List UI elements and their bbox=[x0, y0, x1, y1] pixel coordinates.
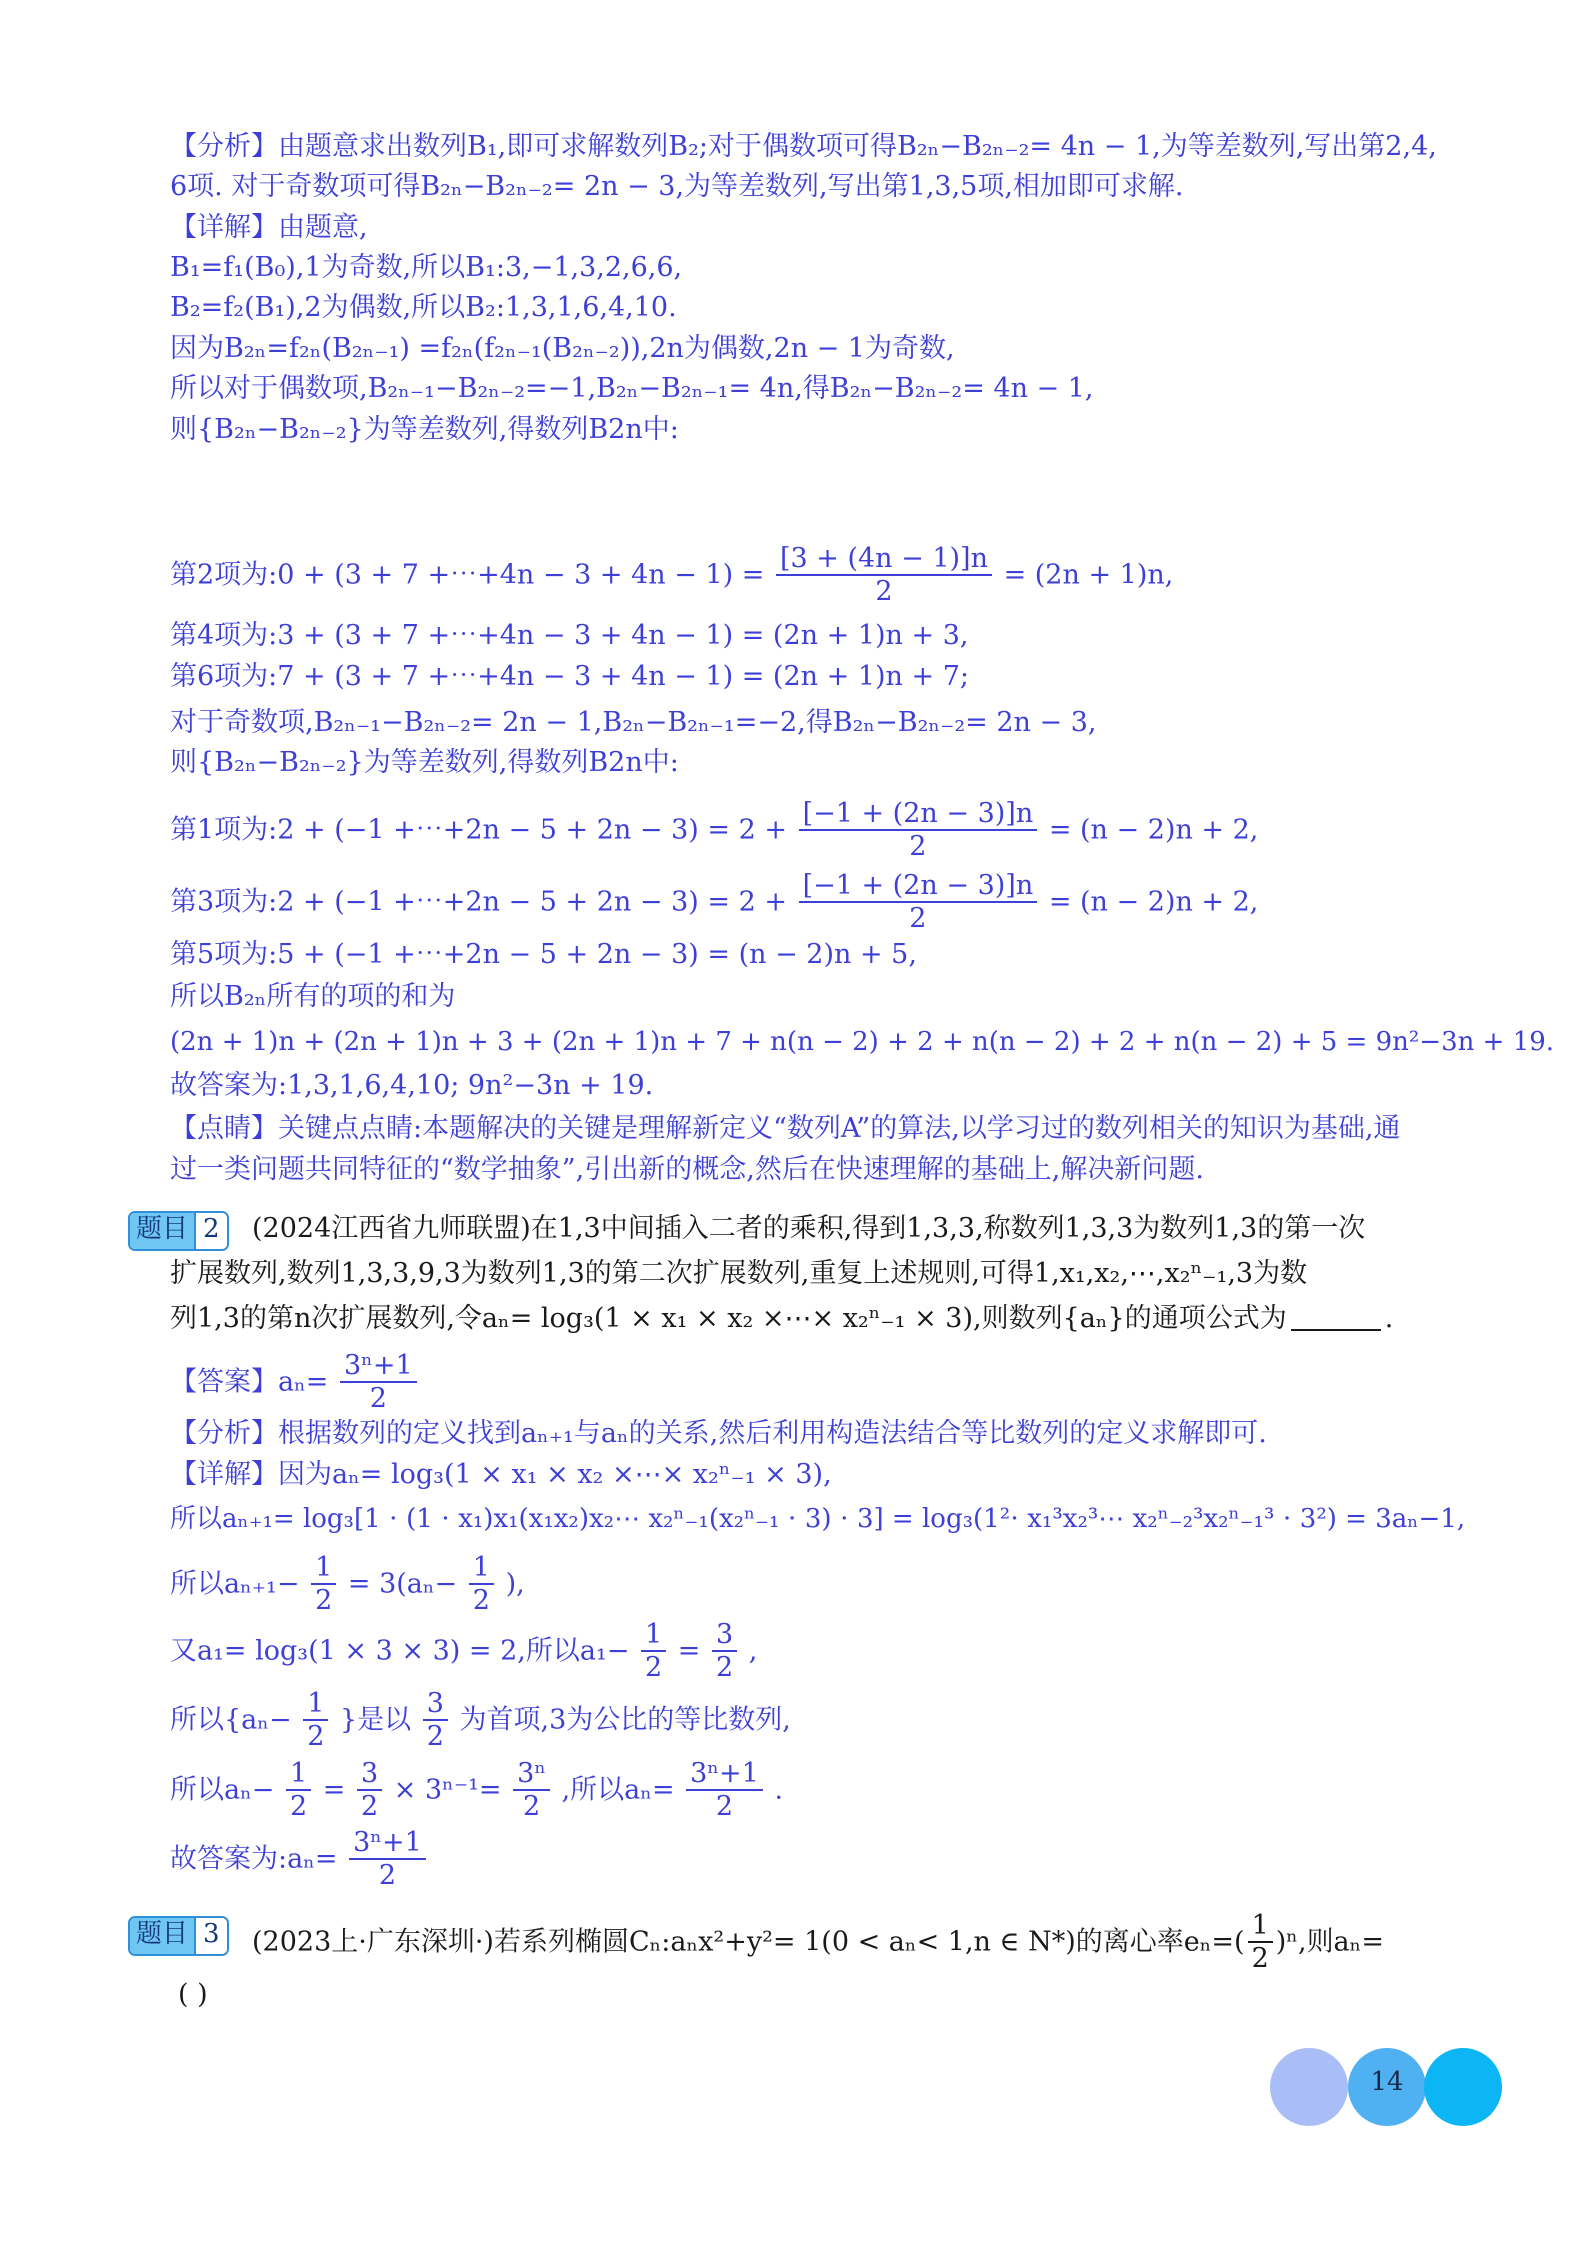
numerator: 1 bbox=[311, 1554, 336, 1585]
expr-text: }是以 bbox=[339, 1704, 412, 1736]
denominator: 2 bbox=[361, 1791, 379, 1823]
denominator: 2 bbox=[315, 1585, 333, 1617]
numerator: 3ⁿ+1 bbox=[349, 1829, 426, 1860]
numerator: 3ⁿ bbox=[513, 1760, 550, 1791]
numerator: [3 + (4n − 1)]n bbox=[776, 545, 992, 576]
denominator: 2 bbox=[290, 1791, 308, 1823]
expr-text: 所以aₙ− bbox=[170, 1774, 275, 1806]
denominator: 2 bbox=[426, 1721, 444, 1753]
answer-line: 故答案为:1,3,1,6,4,10; 9n²−3n + 19. bbox=[170, 1070, 654, 1101]
analysis-line-1: 【分析】由题意求出数列B₁,即可求解数列B₂;对于偶数项可得B₂ₙ−B₂ₙ₋₂= 4n − 1,为等差数列,写出第2,4, bbox=[170, 131, 1437, 162]
numerator: 3 bbox=[423, 1690, 448, 1721]
denominator: 2 bbox=[369, 1383, 387, 1415]
denominator: 2 bbox=[522, 1791, 541, 1823]
fraction bbox=[1248, 1912, 1273, 1974]
question-badge-3 bbox=[128, 1916, 229, 1956]
answer-line bbox=[170, 1352, 420, 1414]
denominator: 2 bbox=[875, 576, 893, 608]
fraction bbox=[423, 1690, 448, 1752]
page-number: 14 bbox=[1370, 2067, 1404, 2097]
expr-text: ,所以aₙ= bbox=[561, 1774, 675, 1806]
solution-line bbox=[170, 872, 1258, 934]
solution-line: 则{B₂ₙ−B₂ₙ₋₂}为等差数列,得数列B2n中: bbox=[170, 747, 679, 778]
answer-label: 【答案】aₙ= bbox=[170, 1366, 329, 1398]
numerator: [−1 + (2n − 3)]n bbox=[799, 800, 1038, 831]
solution-line: 所以B₂ₙ所有的项的和为 bbox=[170, 981, 456, 1012]
numerator: 3 bbox=[357, 1760, 382, 1791]
expr-text: 所以{aₙ− bbox=[170, 1704, 292, 1736]
fraction bbox=[349, 1829, 426, 1891]
numerator: 3 bbox=[712, 1621, 737, 1652]
expr-text: 第2项为:0 + (3 + 7 +⋯+4n − 3 + 4n − 1) = bbox=[170, 559, 765, 591]
denominator: 2 bbox=[909, 903, 927, 935]
denominator: 2 bbox=[716, 1652, 734, 1684]
question-text: 列1,3的第n次扩展数列,令aₙ= log₃(1 × x₁ × x₂ ×⋯× x₂ⁿ₋₁ × 3),则数列{aₙ}的通项公式为 bbox=[170, 1303, 1287, 1334]
numerator: 1 bbox=[1248, 1912, 1273, 1943]
expr-text: = bbox=[322, 1774, 346, 1806]
question-3-line-1 bbox=[252, 1912, 1384, 1974]
fraction bbox=[776, 545, 992, 607]
question-2-line-3 bbox=[170, 1299, 1393, 1339]
fraction bbox=[357, 1760, 382, 1822]
solution-line: 所以对于偶数项,B₂ₙ₋₁−B₂ₙ₋₂=−1,B₂ₙ−B₂ₙ₋₁= 4n,得B₂ₙ−B₂ₙ₋₂= 4n − 1, bbox=[170, 373, 1094, 404]
question-text: (2023上·广东深圳·)若系列椭圆Cₙ:aₙx²+y²= 1(0 < aₙ< 1,n ∈ N*)的离心率eₙ= bbox=[252, 1926, 1235, 1958]
expr-text: = (n − 2)n + 2, bbox=[1048, 814, 1259, 846]
page-circle-decoration bbox=[1424, 2048, 1502, 2126]
expr-text: , bbox=[748, 1635, 758, 1667]
question-text: . bbox=[1384, 1303, 1394, 1334]
expr-text: 所以aₙ₊₁− bbox=[170, 1568, 300, 1600]
question-badge-2 bbox=[128, 1211, 229, 1251]
analysis-line: 【分析】根据数列的定义找到aₙ₊₁与aₙ的关系,然后利用构造法结合等比数列的定义求解即可. bbox=[170, 1418, 1267, 1449]
solution-line bbox=[170, 545, 1173, 607]
numerator: 3ⁿ+1 bbox=[340, 1352, 417, 1383]
answer-blank bbox=[1291, 1328, 1381, 1331]
expr-text: = bbox=[677, 1635, 701, 1667]
solution-line bbox=[170, 1690, 791, 1752]
denominator: 2 bbox=[645, 1652, 663, 1684]
question-text: )ⁿ,则aₙ= bbox=[1275, 1926, 1384, 1958]
fraction bbox=[286, 1760, 311, 1822]
question-2-line-1: (2024江西省九师联盟)在1,3中间插入二者的乘积,得到1,3,3,称数列1,3,3为数列1,3的第一次 bbox=[252, 1213, 1366, 1244]
solution-line: 第5项为:5 + (−1 +⋯+2n − 5 + 2n − 3) = (n − 2)n + 5, bbox=[170, 939, 917, 970]
expr-text: = (2n + 1)n, bbox=[1003, 559, 1174, 591]
expr-text: 为首项,3为公比的等比数列, bbox=[459, 1704, 791, 1736]
solution-line bbox=[170, 1554, 525, 1616]
expr-text: 第1项为:2 + (−1 +⋯+2n − 5 + 2n − 3) = 2 + bbox=[170, 814, 787, 846]
detail-line: 【详解】因为aₙ= log₃(1 × x₁ × x₂ ×⋯× x₂ⁿ₋₁ × 3), bbox=[170, 1459, 832, 1490]
numerator: 1 bbox=[469, 1554, 494, 1585]
solution-line: (2n + 1)n + (2n + 1)n + 3 + (2n + 1)n + 7 + n(n − 2) + 2 + n(n − 2) + 2 + n(n − 2) + 5 = 9n²−3n + 19. bbox=[170, 1027, 1555, 1057]
badge-number: 2 bbox=[194, 1213, 227, 1249]
expr-text: . bbox=[774, 1774, 784, 1806]
fraction bbox=[469, 1554, 494, 1616]
question-text: ( bbox=[1234, 1926, 1245, 1958]
solution-line bbox=[170, 1621, 757, 1683]
expr-text: × 3ⁿ⁻¹= bbox=[393, 1774, 502, 1806]
detail-heading: 【详解】由题意, bbox=[170, 212, 368, 243]
denominator: 2 bbox=[715, 1791, 734, 1823]
solution-line: 因为B₂ₙ=f₂ₙ(B₂ₙ₋₁) =f₂ₙ(f₂ₙ₋₁(B₂ₙ₋₂)),2n为偶数,2n − 1为奇数, bbox=[170, 333, 955, 364]
denominator: 2 bbox=[307, 1721, 325, 1753]
fraction bbox=[641, 1621, 666, 1683]
denominator: 2 bbox=[378, 1860, 397, 1892]
page-circle-decoration bbox=[1270, 2048, 1348, 2126]
expr-text: = (n − 2)n + 2, bbox=[1048, 886, 1259, 918]
solution-line: B₁=f₁(B₀),1为奇数,所以B₁:3,−1,3,2,6,6, bbox=[170, 252, 683, 283]
solution-line: 第6项为:7 + (3 + 7 +⋯+4n − 3 + 4n − 1) = (2n + 1)n + 7; bbox=[170, 661, 969, 692]
fraction bbox=[799, 800, 1038, 862]
key-point-line-1: 【点睛】关键点点睛:本题解决的关键是理解新定义“数列A”的算法,以学习过的数列相关的知识为基础,通 bbox=[170, 1113, 1401, 1144]
badge-label: 题目 bbox=[130, 1918, 194, 1954]
numerator: 1 bbox=[303, 1690, 328, 1721]
numerator: 1 bbox=[641, 1621, 666, 1652]
badge-label: 题目 bbox=[130, 1213, 194, 1249]
expr-text: ), bbox=[505, 1568, 525, 1600]
fraction bbox=[712, 1621, 737, 1683]
expr-text: 第3项为:2 + (−1 +⋯+2n − 5 + 2n − 3) = 2 + bbox=[170, 886, 787, 918]
solution-line bbox=[170, 1760, 783, 1822]
fraction bbox=[340, 1352, 417, 1414]
fraction bbox=[513, 1760, 550, 1822]
denominator: 2 bbox=[1251, 1943, 1269, 1975]
solution-line: B₂=f₂(B₁),2为偶数,所以B₂:1,3,1,6,4,10. bbox=[170, 292, 677, 323]
key-point-line-2: 过一类问题共同特征的“数学抽象”,引出新的概念,然后在快速理解的基础上,解决新问题. bbox=[170, 1154, 1204, 1185]
expr-text: = 3(aₙ− bbox=[347, 1568, 458, 1600]
numerator: [−1 + (2n − 3)]n bbox=[799, 872, 1038, 903]
question-2-line-2: 扩展数列,数列1,3,3,9,3为数列1,3的第二次扩展数列,重复上述规则,可得1,x₁,x₂,⋯,x₂ⁿ₋₁,3为数 bbox=[170, 1258, 1308, 1289]
badge-number: 3 bbox=[194, 1918, 227, 1954]
solution-line: 所以aₙ₊₁= log₃[1 ⋅ (1 ⋅ x₁)x₁(x₁x₂)x₂⋯ x₂ⁿ₋₁(x₂ⁿ₋₁ ⋅ 3) ⋅ 3] = log₃(1²⋅ x₁³x₂³⋯ x₂ⁿ₋₂³x₂ⁿ₋₁³ ⋅ 3²) = 3aₙ−1, bbox=[170, 1504, 1466, 1534]
fraction bbox=[303, 1690, 328, 1752]
numerator: 1 bbox=[286, 1760, 311, 1791]
numerator: 3ⁿ+1 bbox=[686, 1760, 763, 1791]
answer-parentheses: ( ) bbox=[178, 1979, 208, 2010]
expr-text: 故答案为:aₙ= bbox=[170, 1843, 338, 1875]
answer-line bbox=[170, 1829, 429, 1891]
solution-line: 第4项为:3 + (3 + 7 +⋯+4n − 3 + 4n − 1) = (2n + 1)n + 3, bbox=[170, 620, 969, 651]
fraction bbox=[311, 1554, 336, 1616]
solution-line: 对于奇数项,B₂ₙ₋₁−B₂ₙ₋₂= 2n − 1,B₂ₙ−B₂ₙ₋₁=−2,得B₂ₙ−B₂ₙ₋₂= 2n − 3, bbox=[170, 707, 1097, 738]
fraction bbox=[799, 872, 1038, 934]
denominator: 2 bbox=[472, 1585, 490, 1617]
solution-line: 则{B₂ₙ−B₂ₙ₋₂}为等差数列,得数列B2n中: bbox=[170, 414, 679, 445]
fraction bbox=[686, 1760, 763, 1822]
expr-text: 又a₁= log₃(1 × 3 × 3) = 2,所以a₁− bbox=[170, 1635, 630, 1667]
solution-line bbox=[170, 800, 1258, 862]
denominator: 2 bbox=[909, 831, 927, 863]
analysis-line-2: 6项. 对于奇数项可得B₂ₙ−B₂ₙ₋₂= 2n − 3,为等差数列,写出第1,3,5项,相加即可求解. bbox=[170, 171, 1184, 202]
